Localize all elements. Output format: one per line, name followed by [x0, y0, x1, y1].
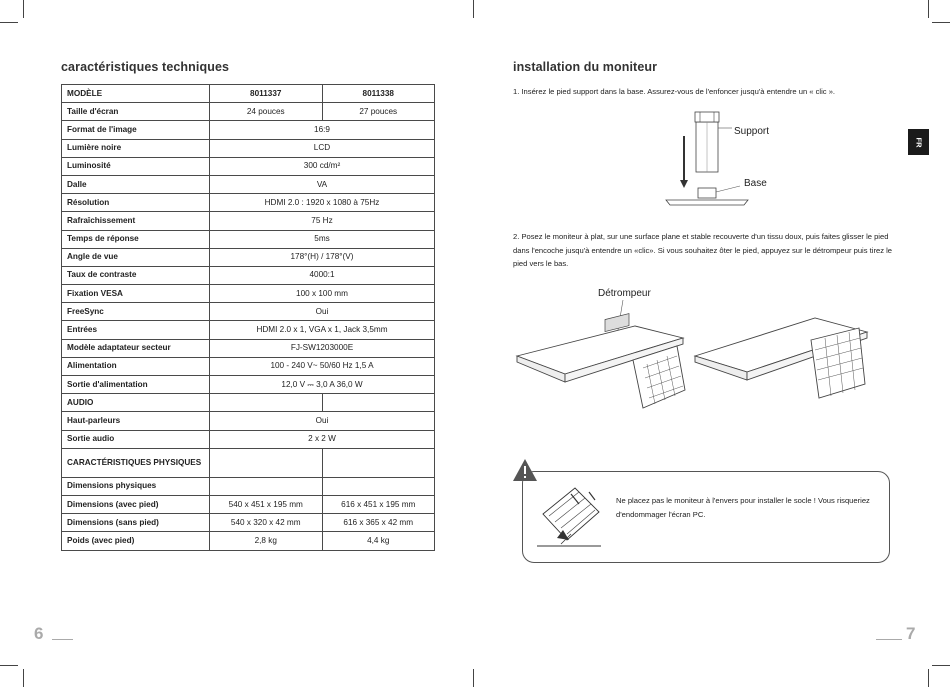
table-cell-label: Modèle adaptateur secteur	[62, 339, 210, 357]
crop-mark	[23, 669, 24, 687]
table-row	[62, 248, 435, 266]
table-cell-value: 178°(H) / 178°(V)	[210, 248, 435, 266]
table-cell-label: FreeSync	[62, 303, 210, 321]
table-cell-value: FJ-SW1203000E	[210, 339, 435, 357]
table-cell-col1: 540 x 451 x 195 mm	[210, 495, 323, 513]
table-cell-label: Temps de réponse	[62, 230, 210, 248]
upside-down-monitor-icon	[535, 484, 605, 552]
monitor-stand-illustration	[515, 298, 895, 418]
table-cell-col1	[210, 448, 323, 477]
table-row	[62, 357, 435, 375]
page-title: installation du moniteur	[513, 60, 658, 74]
table-cell-label: Fixation VESA	[62, 285, 210, 303]
table-row	[62, 430, 435, 448]
table-cell-col1	[210, 394, 323, 412]
spec-table	[61, 84, 435, 551]
table-row	[62, 139, 435, 157]
table-cell-value: 5ms	[210, 230, 435, 248]
label-support: Support	[734, 126, 770, 137]
table-cell-col2	[322, 394, 435, 412]
warning-text: Ne placez pas le moniteur à l'envers pour installer le socle ! Vous risqueriez d'endommager l'écran PC.	[616, 496, 870, 519]
crop-mark	[932, 665, 950, 666]
table-cell-col1: 2,8 kg	[210, 532, 323, 550]
table-cell-label: Résolution	[62, 194, 210, 212]
page-number-rule	[52, 639, 73, 640]
table-cell-value: Oui	[210, 303, 435, 321]
table-cell-col2	[322, 477, 435, 495]
crop-mark	[932, 22, 950, 23]
table-cell-label: Entrées	[62, 321, 210, 339]
table-cell-label: CARACTÉRISTIQUES PHYSIQUES	[62, 448, 210, 477]
table-cell-label: Luminosité	[62, 157, 210, 175]
table-cell-label: Dimensions physiques	[62, 477, 210, 495]
page-number: 7	[906, 624, 916, 643]
crop-mark	[0, 665, 18, 666]
page-number-rule	[876, 639, 902, 640]
table-header-row	[62, 85, 435, 103]
table-cell-value: 12,0 V ⎓ 3,0 A 36,0 W	[210, 376, 435, 394]
table-cell-label: AUDIO	[62, 394, 210, 412]
table-cell-col1: 540 x 320 x 42 mm	[210, 514, 323, 532]
table-cell-col2	[322, 448, 435, 477]
table-cell-value: 100 - 240 V~ 50/60 Hz 1,5 A	[210, 357, 435, 375]
table-cell-label: Format de l'image	[62, 121, 210, 139]
table-cell-label: Sortie d'alimentation	[62, 376, 210, 394]
table-row	[62, 394, 435, 412]
table-row	[62, 303, 435, 321]
table-row	[62, 339, 435, 357]
table-cell-model-2: 8011338	[322, 85, 435, 103]
table-cell-label: Haut-parleurs	[62, 412, 210, 430]
table-row	[62, 321, 435, 339]
table-cell-label: Dalle	[62, 175, 210, 193]
table-cell-value: Oui	[210, 412, 435, 430]
table-row	[62, 448, 435, 477]
table-row	[62, 477, 435, 495]
table-cell-label: Rafraîchissement	[62, 212, 210, 230]
table-cell-value: LCD	[210, 139, 435, 157]
table-cell-label: Poids (avec pied)	[62, 532, 210, 550]
table-row	[62, 495, 435, 513]
page-number: 6	[34, 624, 44, 643]
language-tab	[908, 129, 929, 155]
table-cell-col2: 616 x 451 x 195 mm	[322, 495, 435, 513]
label-detrompeur: Détrompeur	[598, 288, 651, 299]
table-row	[62, 157, 435, 175]
warning-icon	[512, 458, 538, 482]
table-cell-label: MODÈLE	[62, 85, 210, 103]
table-cell-value: 300 cd/m²	[210, 157, 435, 175]
crop-mark	[928, 669, 929, 687]
table-cell-col2: 4,4 kg	[322, 532, 435, 550]
table-cell-value: 100 x 100 mm	[210, 285, 435, 303]
table-row	[62, 412, 435, 430]
instruction-step-1: 1. Insérez le pied support dans la base. Assurez-vous de l'enfoncer jusqu'à entendre un « clic ».	[513, 87, 836, 96]
table-row	[62, 376, 435, 394]
page-title: caractéristiques techniques	[61, 60, 230, 74]
table-row	[62, 121, 435, 139]
table-cell-label: Lumière noire	[62, 139, 210, 157]
support-base-illustration	[660, 108, 752, 212]
table-row	[62, 175, 435, 193]
crop-mark	[0, 22, 18, 23]
table-row	[62, 212, 435, 230]
instruction-step-2: 2. Posez le moniteur à plat, sur une surface plane et stable recouverte d'un tissu doux, puis faites glisser le pied dans l'encoche jusqu'à entendre un «clic». Si vous souhaitez ôter le pied, appuyez sur le détrompeur puis tirez le pied vers le bas.	[513, 232, 893, 268]
table-cell-label: Taux de contraste	[62, 266, 210, 284]
table-cell-label: Sortie audio	[62, 430, 210, 448]
table-cell-col2: 616 x 365 x 42 mm	[322, 514, 435, 532]
table-cell-label: Angle de vue	[62, 248, 210, 266]
crop-mark	[928, 0, 929, 18]
table-row	[62, 194, 435, 212]
table-cell-value: 2 x 2 W	[210, 430, 435, 448]
table-row	[62, 103, 435, 121]
label-base: Base	[744, 178, 767, 189]
table-row	[62, 230, 435, 248]
table-row	[62, 266, 435, 284]
table-cell-value: 75 Hz	[210, 212, 435, 230]
table-cell-label: Dimensions (avec pied)	[62, 495, 210, 513]
crop-mark	[473, 669, 474, 687]
table-row	[62, 514, 435, 532]
table-cell-value: HDMI 2.0 : 1920 x 1080 à 75Hz	[210, 194, 435, 212]
crop-mark	[473, 0, 474, 18]
table-cell-value: 16:9	[210, 121, 435, 139]
table-cell-label: Taille d'écran	[62, 103, 210, 121]
crop-mark	[23, 0, 24, 18]
table-row	[62, 532, 435, 550]
table-cell-label: Alimentation	[62, 357, 210, 375]
table-cell-value: 4000:1	[210, 266, 435, 284]
table-cell-value: VA	[210, 175, 435, 193]
table-cell-col1	[210, 477, 323, 495]
table-row	[62, 285, 435, 303]
table-cell-col2: 27 pouces	[322, 103, 435, 121]
table-cell-col1: 24 pouces	[210, 103, 323, 121]
table-cell-value: HDMI 2.0 x 1, VGA x 1, Jack 3,5mm	[210, 321, 435, 339]
language-tab-label: FR	[914, 137, 923, 147]
table-cell-label: Dimensions (sans pied)	[62, 514, 210, 532]
table-cell-model-1: 8011337	[210, 85, 323, 103]
